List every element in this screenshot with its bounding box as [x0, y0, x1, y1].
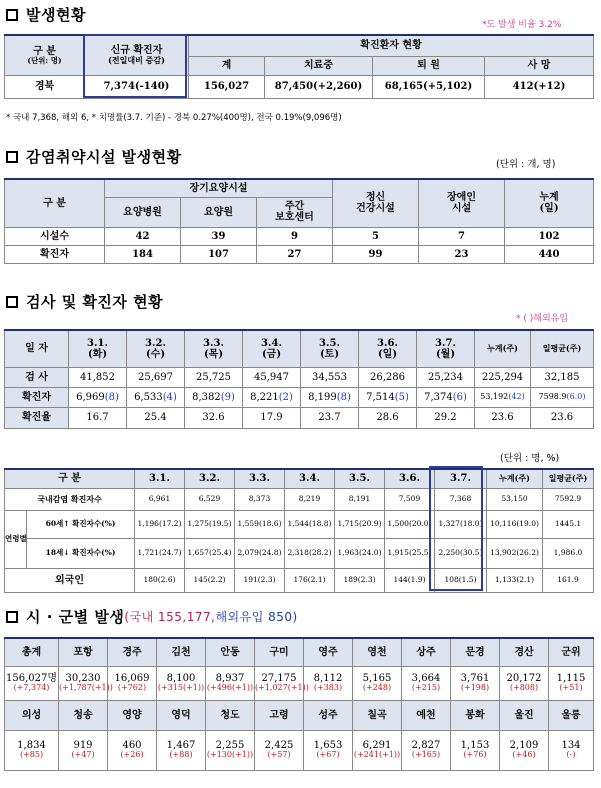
header-daycare: 주간 보호센터 — [257, 197, 333, 227]
domestic-row: 국내감염 확진자수 6,961 6,529 8,373 8,219 8,191 7,509 7,368 53,150 7592.9 — [5, 488, 594, 510]
region-value: 16,069 (+762) — [108, 666, 157, 700]
rate-row: 확진율 16.7 25.4 32.6 17.9 23.7 28.6 29.2 23.6 23.6 — [5, 407, 594, 428]
region-value: 8,100 (+315(+1)) — [157, 666, 206, 700]
region-value: 3,664 (+215) — [402, 666, 451, 700]
overseas-total: 해외유입 850) — [215, 610, 298, 624]
header-hospital: 요양병원 — [105, 197, 181, 227]
region-name: 봉화 — [451, 700, 500, 730]
under18-row: 18세↓ 확진자수(%) 1,721(24.7) 1,657(25.4) 2,079(24.8) 2,318(28.2) 1,963(24.0) 1,915(25.5) 2,250(30.5) 13,902(26.2) 1,986.0 — [5, 538, 594, 568]
section-title-tests: 검사 및 확진자 현황 — [6, 291, 163, 312]
region-name: 영천 — [353, 638, 402, 666]
row-label: 경북 — [5, 75, 85, 98]
header-deaths: 사 망 — [485, 56, 594, 75]
header-cumulative: 누계 (일) — [505, 179, 594, 227]
region-name-row — [5, 700, 594, 730]
header-case-status: 확진환자 현황 — [189, 35, 594, 56]
region-value: 1,115 (+51) — [549, 666, 594, 700]
region-name: 예천 — [402, 700, 451, 730]
header-released: 퇴 원 — [373, 56, 485, 75]
region-value: 156,027명 (+7,374) — [5, 666, 59, 700]
treating-value: 87,450(+2,260) — [265, 75, 373, 98]
region-value: 1,153 (+76) — [451, 730, 500, 770]
region-value: 8,937 (+496(+1)) — [206, 666, 255, 700]
region-name: 고령 — [255, 700, 304, 730]
region-name: 영주 — [304, 638, 353, 666]
age-table: 구 분 3.1. 3.2. 3.3. 3.4. 3.5. 3.6. 3.7. 누계(주) 일평균(주) 국내감염 확진자수 6,961 6,529 8,373 8,219 8,191 7,509 7,368 53,150 7592.9 연령별 60세↑ 확진자수(%) 1,196(17.2) 1,275(19.5) 1,559(18.6) 1,544(18.8) 1,715(20.9) 1,500(20.0) 1,327(18.0) 10,116(19.0) 1445.1 18세↓ 확진자수(%) 1,721(24.7) 1,657(25.4) 2,079(24.8) 2,318(28.2) 1,963(24.0) 1,915(25.5) 2,250(30.5) 13,902(26.2) 1,986.0 외국인 180(2.6) 145(2.2) 191(2.3) 176(2.1) 189(2.3) 144(1.9) 108(1.5) 1,133(2.1) 161.9 — [4, 468, 594, 593]
header-category: 구 분 (단위: 명) — [5, 35, 85, 75]
section-title-vulnerable: 감염취약시설 발생현황 — [6, 146, 182, 167]
tests-row: 검 사 41,852 25,697 25,725 45,947 34,553 26,286 25,234 225,294 32,185 — [5, 367, 594, 387]
region-name: 칠곡 — [353, 700, 402, 730]
footnote: * 국내 7,368, 해외 6, * 치명률(3.7. 기준) - 경북 0.27%(400명), 전국 0.19%(9,096명) — [6, 113, 342, 123]
region-name: 경산 — [500, 638, 549, 666]
confirmed-row: 확진자 6,969(8) 6,533(4) 8,382(9) 8,221(2) 8,199(8) 7,514(5) 7,374(6) 53,192(42) 7598.9(6.0) — [5, 387, 594, 407]
square-bullet-icon — [6, 296, 18, 308]
region-value: 2,827 (+165) — [402, 730, 451, 770]
deaths-value: 412(+12) — [485, 75, 594, 98]
outbreak-table — [4, 34, 594, 99]
total-value: 156,027 — [189, 75, 265, 98]
header-total: 계 — [189, 56, 265, 75]
region-value: 2,255 (+130(+1)) — [206, 730, 255, 770]
header-mental: 정신 건강시설 — [333, 179, 419, 227]
square-bullet-icon — [6, 151, 18, 163]
region-value: 3,761 (+198) — [451, 666, 500, 700]
section-title-region: 시 · 군별 발생 (국내 155,177, 해외유입 850) — [6, 606, 298, 627]
region-value: 20,172 (+808) — [500, 666, 549, 700]
region-name: 울진 — [500, 700, 549, 730]
region-name: 포항 — [59, 638, 108, 666]
region-name: 성주 — [304, 700, 353, 730]
region-name-row — [5, 638, 594, 666]
region-name: 울릉 — [549, 700, 594, 730]
region-name: 김천 — [157, 638, 206, 666]
region-name: 구미 — [255, 638, 304, 666]
domestic-total: (국내 155,177, — [124, 610, 216, 624]
province-ratio-note: *도 발생 비율 3.2% — [482, 20, 562, 30]
region-name: 의성 — [5, 700, 59, 730]
header-treating: 치료중 — [265, 56, 373, 75]
region-name: 영양 — [108, 700, 157, 730]
region-value: 1,467 (+88) — [157, 730, 206, 770]
header-longterm: 장기요양시설 — [105, 179, 333, 197]
header-nursing: 요양원 — [181, 197, 257, 227]
region-name: 안동 — [206, 638, 255, 666]
unit-note: (단위 : 개, 명) — [496, 159, 556, 170]
header-category: 구 분 — [5, 179, 105, 227]
region-table — [4, 637, 594, 771]
square-bullet-icon — [6, 9, 18, 21]
vulnerable-facility-table — [4, 178, 594, 264]
section-title-text: 발생현황 — [26, 6, 86, 24]
region-value: 5,165 (+248) — [353, 666, 402, 700]
region-value-row — [5, 730, 594, 770]
region-value-row — [5, 666, 594, 700]
region-name: 청도 — [206, 700, 255, 730]
region-value: 2,109 (+46) — [500, 730, 549, 770]
region-name: 경주 — [108, 638, 157, 666]
region-value: 2,425 (+57) — [255, 730, 304, 770]
region-value: 919 (+47) — [59, 730, 108, 770]
released-value: 68,165(+5,102) — [373, 75, 485, 98]
region-value: 27,175 (+1,027(+1)) — [255, 666, 304, 700]
header-new-cases: 신규 확진자 (전일대비 증감) — [85, 35, 189, 75]
section-title-outbreak — [6, 4, 86, 25]
region-value: 30,230 (+1,787(+1)) — [59, 666, 108, 700]
overseas-note: * ( )해외유입 — [516, 314, 569, 324]
header-daily-avg: 일평균(주) — [531, 330, 594, 367]
region-value: 134 (-) — [549, 730, 594, 770]
header-date: 일 자 — [5, 330, 69, 367]
over60-row: 연령별 60세↑ 확진자수(%) 1,196(17.2) 1,275(19.5) 1,559(18.6) 1,544(18.8) 1,715(20.9) 1,500(20.0) 1,327(18.0) 10,116(19.0) 1445.1 — [5, 510, 594, 538]
table-row: 시설수 42 39 9 5 7 102 — [5, 227, 594, 245]
header-weekly-total: 누계(주) — [475, 330, 531, 367]
foreign-row: 외국인 180(2.6) 145(2.2) 191(2.3) 176(2.1) 189(2.3) 144(1.9) 108(1.5) 1,133(2.1) 161.9 — [5, 568, 594, 592]
region-name: 군위 — [549, 638, 594, 666]
square-bullet-icon — [6, 611, 18, 623]
region-name: 총계 — [5, 638, 59, 666]
region-value: 6,291 (+241(+1)) — [353, 730, 402, 770]
region-name: 청송 — [59, 700, 108, 730]
region-value: 1,653 (+67) — [304, 730, 353, 770]
region-value: 1,834 (+85) — [5, 730, 59, 770]
region-name: 상주 — [402, 638, 451, 666]
region-value: 8,112 (+383) — [304, 666, 353, 700]
tests-table: 일 자 3.1. (화) 3.2. (수) 3.3. (목) 3.4. (금) 3.5. (토) 3.6. (일) 3.7. (월) 누계(주) 일평균(주) 검 사 41,852 25,697 25,725 45,947 34,553 26,286 25,234 225,294 32,185 확진자 6,969(8) 6,533(4) 8,382(9) 8,221(2) 8,199(8) 7,514(5) 7,374(6) 53,192(42) 7598.9(6.0) 확진율 16.7 25.4 32.6 17.9 23.7 28.6 29.2 23.6 23.6 — [4, 329, 594, 429]
region-name: 영덕 — [157, 700, 206, 730]
region-name: 문경 — [451, 638, 500, 666]
new-cases-value: 7,374(-140) — [85, 75, 189, 98]
table-row: 확진자 184 107 27 99 23 440 — [5, 245, 594, 263]
unit-note: (단위 : 명, %) — [500, 453, 560, 464]
header-disabled: 장애인 시설 — [419, 179, 505, 227]
region-value: 460 (+26) — [108, 730, 157, 770]
